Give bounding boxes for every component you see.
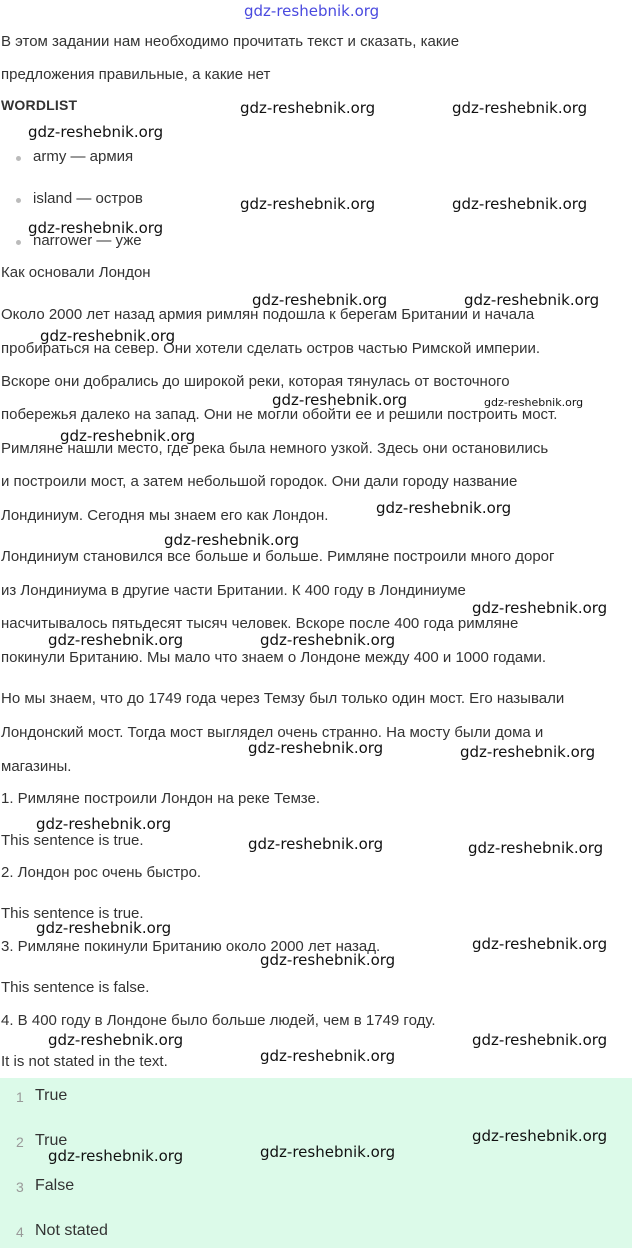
watermark: gdz-reshebnik.org — [460, 743, 596, 761]
watermark-top: gdz-reshebnik.org — [244, 2, 380, 20]
question-1: 1. Римляне построили Лондон на реке Темзе. — [1, 790, 320, 807]
watermark: gdz-reshebnik.org — [452, 99, 588, 117]
answer-2-sentence: This sentence is true. — [1, 905, 144, 922]
watermark: gdz-reshebnik.org — [260, 631, 396, 649]
question-4: 4. В 400 году в Лондоне было больше людей, чем в 1749 году. — [1, 1012, 436, 1029]
intro-line-1: В этом задании нам необходимо прочитать текст и сказать, какие — [1, 33, 460, 50]
question-2: 2. Лондон рос очень быстро. — [1, 864, 202, 881]
answer-number: 1 — [16, 1089, 24, 1105]
paragraph-2-line: покинули Британию. Мы мало что знаем о Лондоне между 400 и 1000 годами. — [1, 649, 547, 666]
paragraph-3-line: Лондонский мост. Тогда мост выглядел очень странно. На мосту были дома и — [1, 724, 544, 741]
paragraph-2-line: Лондиниум становился все больше и больше. Римляне построили много дорог — [1, 548, 555, 565]
question-3: 3. Римляне покинули Британию около 2000 лет назад. — [1, 938, 381, 955]
watermark: gdz-reshebnik.org — [472, 1127, 608, 1145]
watermark: gdz-reshebnik.org — [464, 291, 600, 309]
watermark: gdz-reshebnik.org — [252, 291, 388, 309]
intro-line-2: предложения правильные, а какие нет — [1, 66, 271, 83]
watermark: gdz-reshebnik.org — [36, 919, 172, 937]
watermark: gdz-reshebnik.org — [164, 531, 300, 549]
watermark: gdz-reshebnik.org — [240, 99, 376, 117]
watermark: gdz-reshebnik.org — [28, 219, 164, 237]
watermark: gdz-reshebnik.org — [472, 1031, 608, 1049]
watermark: gdz-reshebnik.org — [36, 815, 172, 833]
paragraph-2-line: из Лондиниума в другие части Британии. К 400 году в Лондиниуме — [1, 582, 466, 599]
watermark: gdz-reshebnik.org — [376, 499, 512, 517]
watermark: gdz-reshebnik.org — [484, 396, 584, 409]
bullet-icon — [16, 198, 21, 203]
watermark: gdz-reshebnik.org — [272, 391, 408, 409]
wordlist-title: WORDLIST — [1, 97, 78, 113]
answer-value: Not stated — [35, 1222, 108, 1239]
answer-1-sentence: This sentence is true. — [1, 832, 144, 849]
answer-value: False — [35, 1177, 75, 1194]
answer-number: 3 — [16, 1179, 24, 1195]
watermark: gdz-reshebnik.org — [48, 1147, 184, 1165]
watermark: gdz-reshebnik.org — [452, 195, 588, 213]
paragraph-1-line: Лондиниум. Сегодня мы знаем его как Лондон. — [1, 507, 329, 524]
watermark: gdz-reshebnik.org — [260, 1143, 396, 1161]
paragraph-1-line: Около 2000 лет назад армия римлян подошла к берегам Британии и начала — [1, 306, 535, 323]
text-title: Как основали Лондон — [1, 264, 151, 281]
watermark: gdz-reshebnik.org — [248, 835, 384, 853]
watermark: gdz-reshebnik.org — [40, 327, 176, 345]
answer-value: True — [35, 1132, 68, 1149]
paragraph-1-line: Римляне нашли место, где река была немного узкой. Здесь они остановились — [1, 440, 549, 457]
answer-3-sentence: This sentence is false. — [1, 979, 150, 996]
wordlist-item: island — остров — [33, 190, 143, 207]
paragraph-1-line: и построили мост, а затем небольшой городок. Они дали городу название — [1, 473, 518, 490]
paragraph-1-line: побережья далеко на запад. Они не могли обойти ее и решили построить мост. — [1, 406, 558, 423]
answer-number: 4 — [16, 1224, 24, 1240]
paragraph-3-line: Но мы знаем, что до 1749 года через Темзу был только один мост. Его называли — [1, 690, 565, 707]
answer-number: 2 — [16, 1134, 24, 1150]
bullet-icon — [16, 156, 21, 161]
paragraph-2-line: насчитывалось пятьдесят тысяч человек. Вскоре после 400 года римляне — [1, 615, 519, 632]
answer-4-sentence: It is not stated in the text. — [1, 1053, 168, 1070]
watermark: gdz-reshebnik.org — [28, 123, 164, 141]
paragraph-3-line: магазины. — [1, 758, 72, 775]
watermark: gdz-reshebnik.org — [60, 427, 196, 445]
paragraph-1-line: Вскоре они добрались до широкой реки, которая тянулась от восточного — [1, 373, 510, 390]
watermark: gdz-reshebnik.org — [260, 1047, 396, 1065]
watermark: gdz-reshebnik.org — [472, 935, 608, 953]
wordlist-item: army — армия — [33, 148, 134, 165]
watermark: gdz-reshebnik.org — [240, 195, 376, 213]
watermark: gdz-reshebnik.org — [468, 839, 604, 857]
watermark: gdz-reshebnik.org — [248, 739, 384, 757]
watermark: gdz-reshebnik.org — [48, 631, 184, 649]
watermark: gdz-reshebnik.org — [48, 1031, 184, 1049]
answer-value: True — [35, 1087, 68, 1104]
bullet-icon — [16, 240, 21, 245]
watermark: gdz-reshebnik.org — [260, 951, 396, 969]
paragraph-1-line: пробираться на север. Они хотели сделать остров частью Римской империи. — [1, 340, 540, 357]
wordlist-item: narrower — уже — [33, 232, 142, 249]
watermark: gdz-reshebnik.org — [472, 599, 608, 617]
